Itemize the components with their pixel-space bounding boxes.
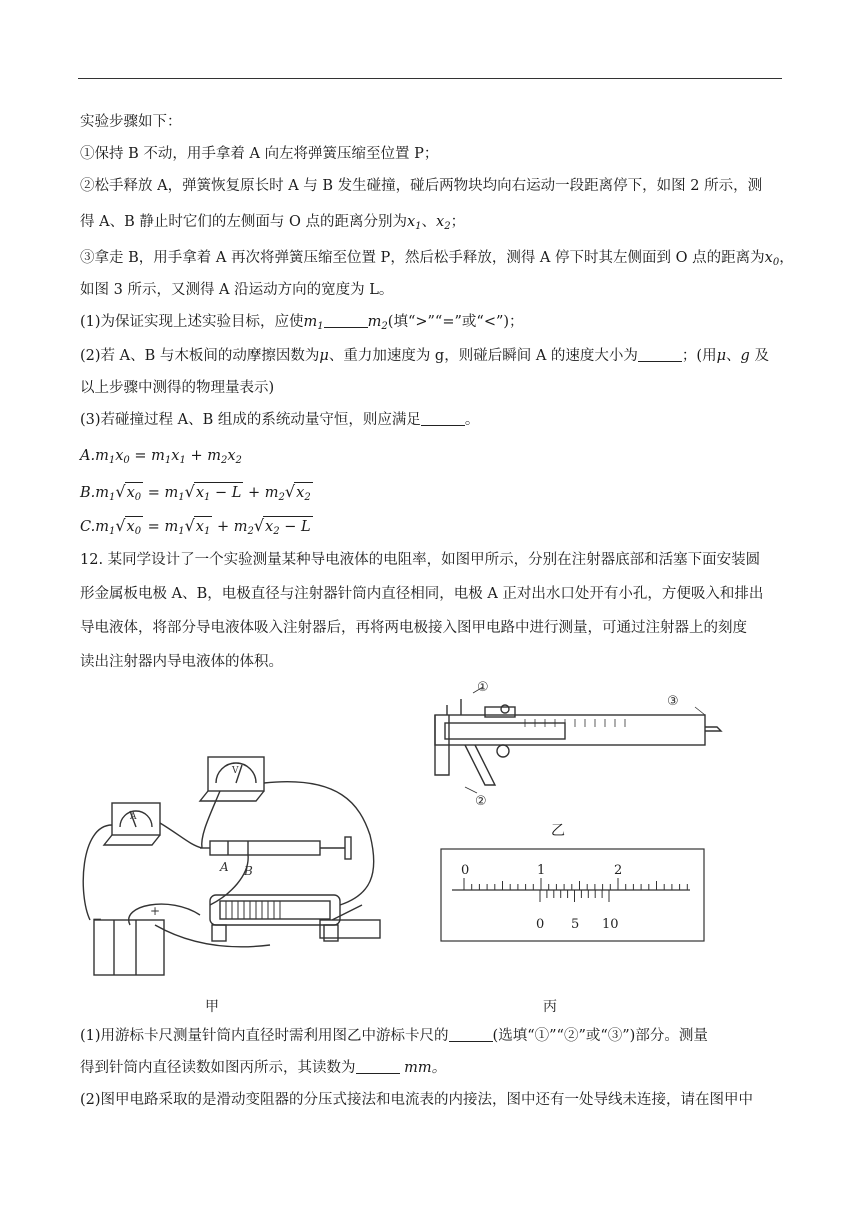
step-2-line1: ②松手释放 A，弹簧恢复原长时 A 与 B 发生碰撞，碰后两物块均向右运动一段距离停下，如图 2 所示，测 bbox=[80, 178, 763, 194]
caliper-part-3-label: ③ bbox=[667, 694, 679, 709]
sub-question-1-line2: 得到针筒内直径读数如图丙所示，其读数为 mm。 bbox=[80, 1060, 447, 1076]
vernier-scale-0: 0 bbox=[536, 917, 545, 932]
option-a: $A.m_1x_0 = m_1x_1 + m_2x_2$ bbox=[80, 448, 242, 466]
electrode-a-label: A bbox=[220, 860, 229, 874]
ammeter-label: A bbox=[130, 812, 137, 822]
caliper-part-1-label: ① bbox=[477, 680, 489, 695]
figure-bing-vernier-scale bbox=[440, 848, 705, 943]
header-rule bbox=[78, 78, 782, 79]
figure-yi-caliper bbox=[405, 675, 735, 810]
step-intro: 实验步骤如下： bbox=[80, 114, 182, 130]
step-1: ①保持 B 不动，用手拿着 A 向左将弹簧压缩至位置 P； bbox=[80, 146, 439, 162]
voltmeter-label: V bbox=[232, 766, 239, 776]
main-scale-1: 1 bbox=[537, 863, 546, 878]
step-3-line1: ③拿走 B，用手拿着 A 再次将弹簧压缩至位置 P，然后松手释放，测得 A 停下时其左侧面到 O 点的距离为$x_0$， bbox=[80, 250, 794, 268]
question-2-line2: 以上步骤中测得的物理量表示) bbox=[80, 380, 275, 396]
option-b: $B.m_1√x_0 = m_1√x_1 - L + m_2√x_2$ bbox=[80, 482, 313, 508]
problem-12-line2: 形金属板电极 A、B，电极直径与注射器针筒内直径相同，电极 A 正对出水口处开有小孔，方便吸入和排出 bbox=[80, 586, 764, 602]
main-scale-0: 0 bbox=[461, 863, 470, 878]
battery-minus-label: − bbox=[92, 912, 103, 926]
sub-question-2: (2)图甲电路采取的是滑动变阻器的分压式接法和电流表的内接法，图中还有一处导线未连接，请在图甲中 bbox=[80, 1092, 754, 1108]
figure-jia-circuit bbox=[70, 745, 400, 985]
problem-12-line3: 导电液体，将部分导电液体吸入注射器后，再将两电极接入图甲电路中进行测量，可通过注射器上的刻度 bbox=[80, 620, 747, 636]
question-2-line1: (2)若 A、B 与木板间的动摩擦因数为μ、重力加速度为 g，则碰后瞬间 A 的速度大小为 ；(用μ、g 及 bbox=[80, 348, 769, 364]
sub-question-1-line1: (1)用游标卡尺测量针筒内直径时需利用图乙中游标卡尺的 (选填“①”“②”或“③”)部分。测量 bbox=[80, 1028, 708, 1044]
step-2-line2: 得 A、B 静止时它们的左侧面与 O 点的距离分别为$x_1$、$x_2$； bbox=[80, 214, 466, 232]
question-3: (3)若碰撞过程 A、B 组成的系统动量守恒，则应满足 。 bbox=[80, 412, 480, 428]
vernier-scale-10: 10 bbox=[602, 917, 619, 932]
caption-bing: 丙 bbox=[543, 999, 557, 1015]
problem-12-line4: 读出注射器内导电液体的体积。 bbox=[80, 654, 283, 670]
problem-12-line1: 12. 某同学设计了一个实验测量某种导电液体的电阻率，如图甲所示，分别在注射器底部和活塞下面安装圆 bbox=[80, 552, 761, 568]
caliper-part-2-label: ② bbox=[475, 794, 487, 809]
step-3-line2: 如图 3 所示，又测得 A 沿运动方向的宽度为 L。 bbox=[80, 282, 394, 298]
electrode-b-label: B bbox=[244, 864, 253, 878]
main-scale-2: 2 bbox=[614, 863, 623, 878]
battery-plus-label: + bbox=[150, 904, 161, 918]
vernier-scale-5: 5 bbox=[571, 917, 580, 932]
caption-jia: 甲 bbox=[205, 999, 219, 1015]
question-1: (1)为保证实现上述实验目标，应使$m_1$ $m_2$(填“>”“=”或“<”)； bbox=[80, 314, 524, 332]
caption-yi: 乙 bbox=[551, 823, 565, 839]
option-c: $C.m_1√x_0 = m_1√x_1 + m_2√x_2 - L$ bbox=[80, 516, 313, 542]
